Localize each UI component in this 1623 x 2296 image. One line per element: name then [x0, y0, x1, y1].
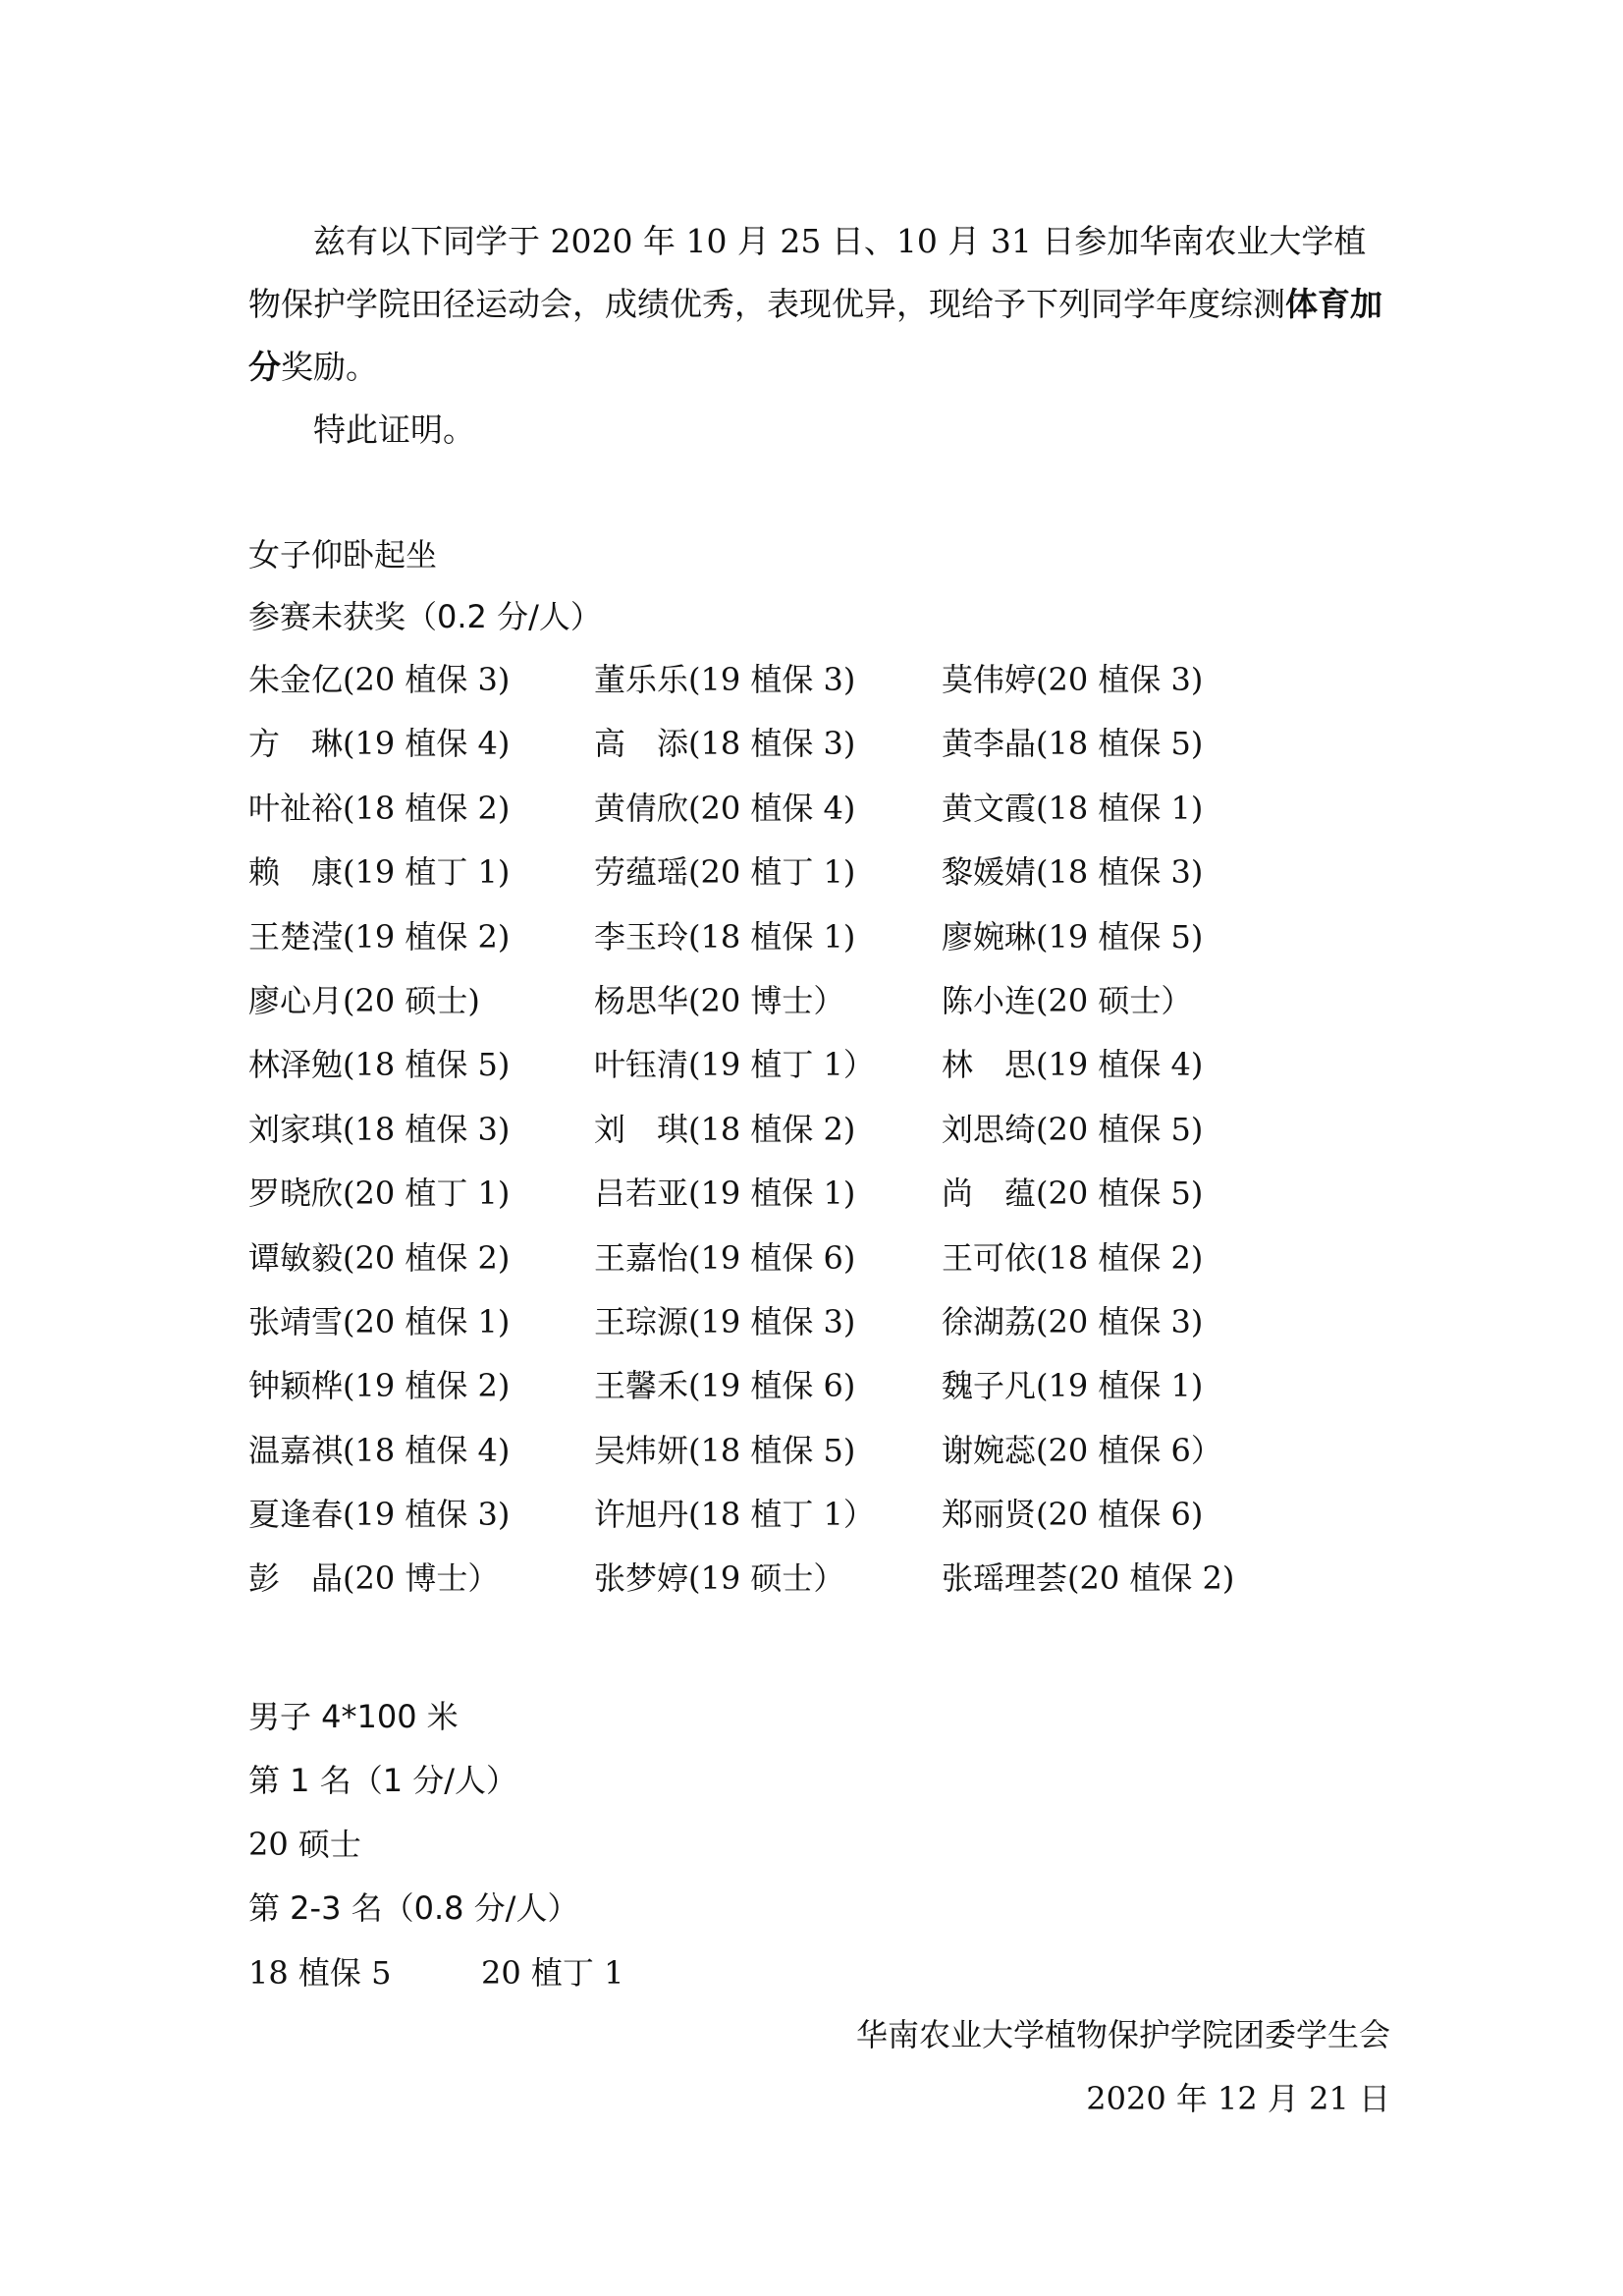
participant-name: 赖 康(19 植丁 1): [248, 853, 511, 892]
participant-name: 刘思绮(20 植保 5): [942, 1110, 1204, 1148]
intro-bold-text: 体育加分: [248, 285, 1382, 386]
participant-row: [248, 1495, 1328, 1558]
participant-name: 彭 晶(20 博士）: [248, 1559, 500, 1598]
participant-name: 刘家琪(18 植保 3): [248, 1110, 511, 1148]
participant-name: 董乐乐(19 植保 3): [594, 661, 856, 698]
intro-text: 兹有以下同学于 2020 年 10 月 25 日、10 月 31 日参加华南农业大学植物保护学院田径运动会，成绩优秀，表现优异，现给予下列同学年度综测: [248, 222, 1367, 323]
statement-paragraph: [248, 399, 1391, 462]
participant-row: [248, 1366, 1328, 1430]
participant-name: 叶钰清(19 植丁 1）: [594, 1046, 875, 1084]
participant-name: 莫伟婷(20 植保 3): [942, 661, 1204, 698]
participant-name: 钟颖桦(19 植保 2): [248, 1367, 511, 1405]
intro-tail-text: 奖励。: [281, 348, 378, 386]
second-place-winner-2: 20 植丁 1: [481, 1954, 624, 1992]
participant-name: 徐湖荔(20 植保 3): [942, 1302, 1204, 1340]
participant-row: [248, 789, 1328, 852]
first-place-winner: 20 硕士: [248, 1826, 361, 1863]
participant-name: 张瑶理荟(20 植保 2): [942, 1559, 1235, 1598]
second-place-label: 第 2-3 名（0.8 分/人）: [248, 1889, 579, 1927]
participant-name: 许旭丹(18 植丁 1）: [594, 1496, 875, 1534]
participant-name: 方 琳(19 植保 4): [248, 725, 511, 763]
participant-row: [248, 1045, 1328, 1109]
section2-title: 男子 4*100 米: [248, 1698, 459, 1735]
statement-text: 特此证明。: [313, 410, 475, 449]
participant-name: 高 添(18 植保 3): [594, 725, 856, 763]
participant-name: 廖婉琳(19 植保 5): [942, 917, 1204, 956]
participant-name: 谭敏毅(20 植保 2): [248, 1238, 511, 1277]
participant-name: 王嘉怡(19 植保 6): [594, 1238, 856, 1277]
participant-row: [248, 1238, 1328, 1302]
participant-name: 黄李晶(18 植保 5): [942, 725, 1204, 763]
participant-name: 夏逢春(19 植保 3): [248, 1496, 511, 1534]
participant-name: 张梦婷(19 硕士）: [594, 1559, 845, 1598]
participant-row: [248, 981, 1328, 1045]
participant-name: 叶祉裕(18 植保 2): [248, 789, 511, 827]
participant-name: 谢婉蕊(20 植保 6）: [942, 1431, 1222, 1469]
participant-name: 廖心月(20 硕士): [248, 981, 480, 1019]
participant-name: 黄文霞(18 植保 1): [942, 789, 1204, 827]
first-place-label: 第 1 名（1 分/人）: [248, 1762, 518, 1799]
participant-name: 魏子凡(19 植保 1): [942, 1367, 1204, 1405]
participant-name: 刘 琪(18 植保 2): [594, 1110, 856, 1148]
participant-name: 罗晓欣(20 植丁 1): [248, 1175, 511, 1213]
participant-row: [248, 1302, 1328, 1366]
participant-name: 王可依(18 植保 2): [942, 1238, 1204, 1277]
signature-org: 华南农业大学植物保护学院团委学生会: [855, 2016, 1390, 2053]
participant-name: 张靖雪(20 植保 1): [248, 1302, 511, 1340]
signature-date: 2020 年 12 月 21 日: [1086, 2080, 1390, 2117]
participant-name: 李玉玲(18 植保 1): [594, 917, 856, 956]
participant-name: 王琮源(19 植保 3): [594, 1302, 856, 1340]
second-place-winner-1: 18 植保 5: [248, 1954, 392, 1992]
participant-name: 朱金亿(20 植保 3): [248, 661, 511, 698]
participant-row: [248, 660, 1328, 724]
participant-row: [248, 917, 1328, 981]
participant-row: [248, 724, 1328, 788]
participant-name: 黎媛婧(18 植保 3): [942, 853, 1204, 892]
participant-name: 林 思(19 植保 4): [942, 1046, 1204, 1084]
participant-name: 吕若亚(19 植保 1): [594, 1175, 856, 1213]
section1-title: 女子仰卧起坐: [248, 536, 438, 574]
participant-row: [248, 1558, 1328, 1622]
participant-row: [248, 1174, 1328, 1237]
participant-name: 陈小连(20 硕士）: [942, 981, 1193, 1019]
participant-name: 杨思华(20 博士）: [594, 981, 845, 1019]
participant-row: [248, 1431, 1328, 1495]
participant-row: [248, 1110, 1328, 1174]
participant-name: 尚 蕴(20 植保 5): [942, 1175, 1204, 1213]
participant-name: 郑丽贤(20 植保 6): [942, 1496, 1204, 1534]
participant-name: 王馨禾(19 植保 6): [594, 1367, 856, 1405]
participant-name: 黄倩欣(20 植保 4): [594, 789, 856, 827]
section1-subtitle: 参赛未获奖（0.2 分/人）: [248, 598, 602, 635]
participant-name: 温嘉祺(18 植保 4): [248, 1431, 511, 1469]
intro-paragraph: [248, 210, 1391, 399]
participant-name: 吴炜妍(18 植保 5): [594, 1431, 856, 1469]
participant-name: 劳蕴瑶(20 植丁 1): [594, 853, 856, 892]
participant-name: 王楚滢(19 植保 2): [248, 917, 511, 956]
participant-row: [248, 852, 1328, 916]
participant-name: 林泽勉(18 植保 5): [248, 1046, 511, 1084]
participant-grid: [248, 660, 1328, 1623]
